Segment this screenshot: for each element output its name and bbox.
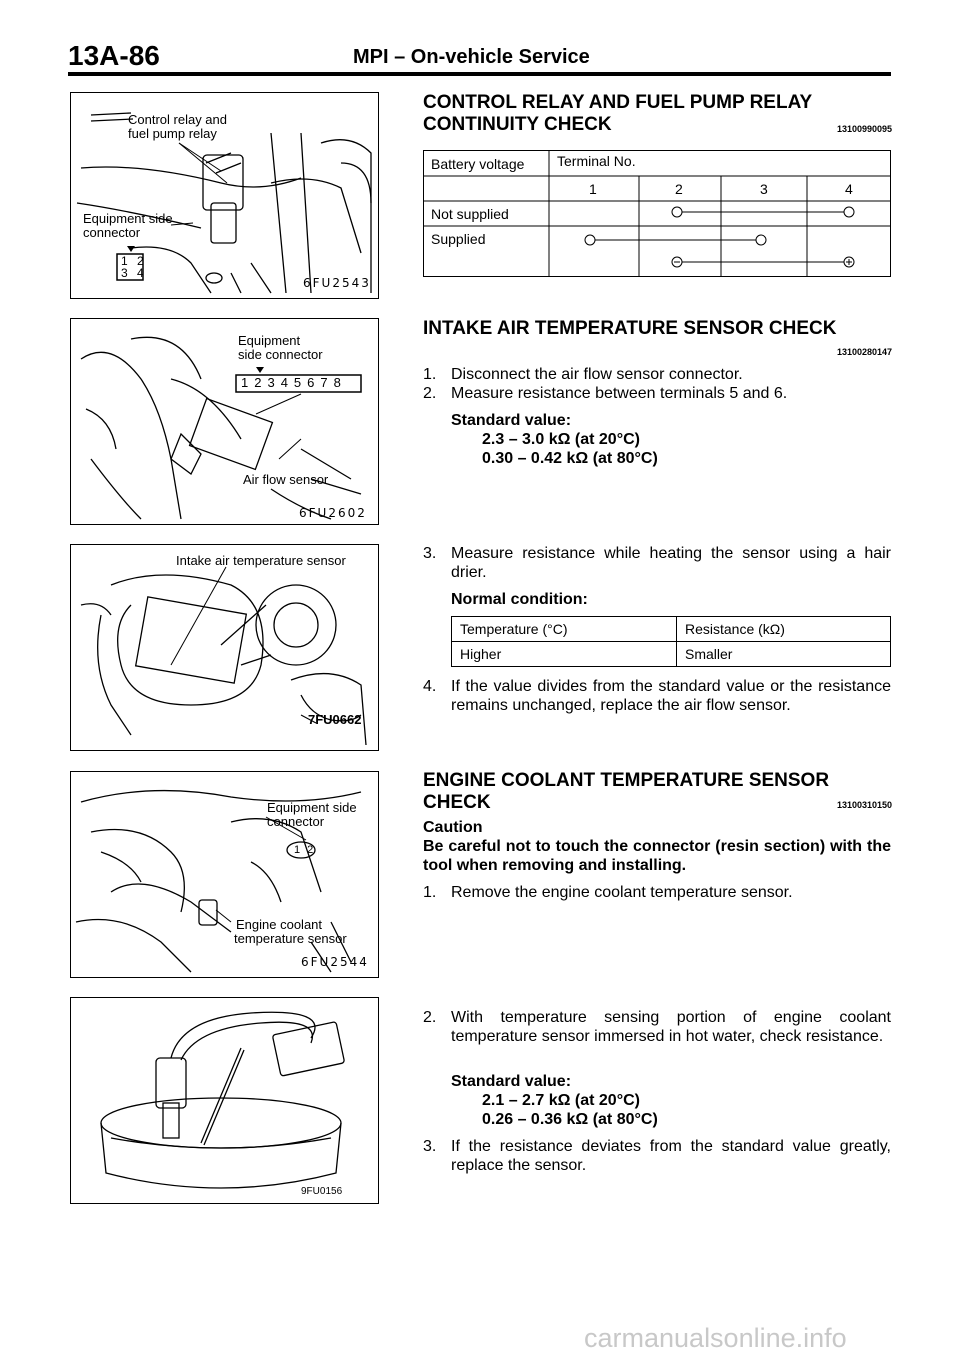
section-title-intake: INTAKE AIR TEMPERATURE SENSOR CHECK xyxy=(423,318,837,339)
cell-smaller: Smaller xyxy=(677,642,891,667)
fig2-label-connector: Equipment xyxy=(238,333,301,348)
terminal-2: 2 xyxy=(675,181,683,197)
fig2-pins: 12345678 xyxy=(241,375,347,390)
fig4-pins: 1 2 xyxy=(294,844,316,856)
caution-label: Caution xyxy=(423,819,483,836)
figure-intake-air-sensor xyxy=(70,544,379,751)
page-title: MPI – On-vehicle Service xyxy=(353,46,590,68)
intake-step-4 xyxy=(423,677,891,715)
intake-step-1 xyxy=(423,365,891,384)
figure-relay-location xyxy=(70,92,379,299)
coolant-step-1 xyxy=(423,883,891,902)
coolant-step-3 xyxy=(423,1137,891,1175)
fig3-label-sensor: Intake air temperature sensor xyxy=(176,553,346,568)
col-temperature: Temperature (°C) xyxy=(452,617,677,642)
intake-step-3 xyxy=(423,544,891,582)
fig2-label-connector-2: side connector xyxy=(238,347,323,362)
figure-coolant-sensor xyxy=(70,771,379,978)
section-code-relay: 13100990095 xyxy=(836,124,892,134)
fig1-label-relay-2: fuel pump relay xyxy=(128,126,217,141)
connector-marker-icon xyxy=(127,246,135,252)
fig1-code: 6FU2543 xyxy=(303,276,371,290)
standard-value-label: Standard value: xyxy=(451,1073,572,1090)
step-number: 3. xyxy=(423,1138,437,1155)
standard-value-1: 2.3 – 3.0 kΩ (at 20°C) xyxy=(482,431,640,448)
terminal-3: 3 xyxy=(760,181,768,197)
terminal-4: 4 xyxy=(845,181,853,197)
terminal-1: 1 xyxy=(589,181,597,197)
fig1-label-relay: Control relay and xyxy=(128,112,227,127)
step-number: 1. xyxy=(423,884,437,901)
table-header-battery: Battery voltage xyxy=(431,156,525,172)
caution-text: Be careful not to touch the connector (resin section) with the tool when removing and installing. xyxy=(423,838,891,874)
hot-water-illustration xyxy=(71,998,378,1203)
page-number: 13A-86 xyxy=(68,40,160,71)
section-code-coolant: 13100310150 xyxy=(836,800,892,810)
step-number: 3. xyxy=(423,545,437,562)
row-supplied: Supplied xyxy=(431,231,486,247)
fig2-label-sensor: Air flow sensor xyxy=(243,472,329,487)
section-title-coolant-2: CHECK xyxy=(423,792,491,813)
intake-step-2 xyxy=(423,384,891,403)
step-text: Measure resistance while heating the sensor using a hair drier. xyxy=(451,545,891,581)
fig2-code: 6FU2602 xyxy=(299,506,367,520)
figure-hot-water-test xyxy=(70,997,379,1204)
col-resistance: Resistance (kΩ) xyxy=(677,617,891,642)
standard-value-2: 0.26 – 0.36 kΩ (at 80°C) xyxy=(482,1111,658,1128)
watermark: carmanualsonline.info xyxy=(584,1323,847,1353)
cell-higher: Higher xyxy=(452,642,677,667)
section-title-coolant: ENGINE COOLANT TEMPERATURE SENSOR xyxy=(423,770,830,791)
step-number: 2. xyxy=(423,385,437,402)
fig4-code: 6FU2544 xyxy=(301,955,369,969)
fig3-code: 7FU0662 xyxy=(308,712,362,727)
connector-marker-icon xyxy=(256,367,264,373)
continuity-lines xyxy=(585,207,854,267)
fig1-pins-top: 1 2 xyxy=(121,254,147,268)
standard-value-2: 0.30 – 0.42 kΩ (at 80°C) xyxy=(482,450,658,467)
step-number: 2. xyxy=(423,1009,437,1026)
standard-value-1: 2.1 – 2.7 kΩ (at 20°C) xyxy=(482,1092,640,1109)
standard-value-label: Standard value: xyxy=(451,412,572,429)
fig4-label-sensor-2: temperature sensor xyxy=(234,931,347,946)
fig4-label-sensor: Engine coolant xyxy=(236,917,323,932)
fig1-label-connector-2: connector xyxy=(83,225,141,240)
header-rule xyxy=(68,72,891,76)
normal-condition-table xyxy=(451,616,891,667)
relay-continuity-table xyxy=(423,150,891,277)
fig4-label-connector-2: connector xyxy=(267,814,325,829)
normal-condition-label: Normal condition: xyxy=(451,591,588,608)
step-number: 1. xyxy=(423,366,437,383)
table-header-terminal: Terminal No. xyxy=(557,153,636,169)
fig1-label-connector: Equipment side xyxy=(83,211,173,226)
figure-air-flow-sensor xyxy=(70,318,379,525)
step-number: 4. xyxy=(423,678,437,695)
step-text: If the resistance deviates from the standard value greatly, replace the sensor. xyxy=(451,1138,891,1174)
row-not-supplied: Not supplied xyxy=(431,206,509,222)
step-text: Remove the engine coolant temperature sensor. xyxy=(451,884,793,901)
fig1-pins-bottom: 3 4 xyxy=(121,266,147,280)
section-title-relay-2: CONTINUITY CHECK xyxy=(423,114,612,135)
step-text: Disconnect the air flow sensor connector. xyxy=(451,366,743,383)
step-text: With temperature sensing portion of engine coolant temperature sensor immersed in hot water, check resistance. xyxy=(451,1009,891,1045)
section-title-relay: CONTROL RELAY AND FUEL PUMP RELAY xyxy=(423,92,813,113)
fig5-code: 9FU0156 xyxy=(301,1186,343,1197)
step-text: If the value divides from the standard value or the resistance remains unchanged, replace the air flow sensor. xyxy=(451,678,891,714)
coolant-step-2 xyxy=(423,1008,891,1046)
section-code-intake: 13100280147 xyxy=(836,347,892,357)
step-text: Measure resistance between terminals 5 and 6. xyxy=(451,385,788,402)
air-flow-illustration xyxy=(71,319,378,524)
fig4-label-connector: Equipment side xyxy=(267,800,357,815)
